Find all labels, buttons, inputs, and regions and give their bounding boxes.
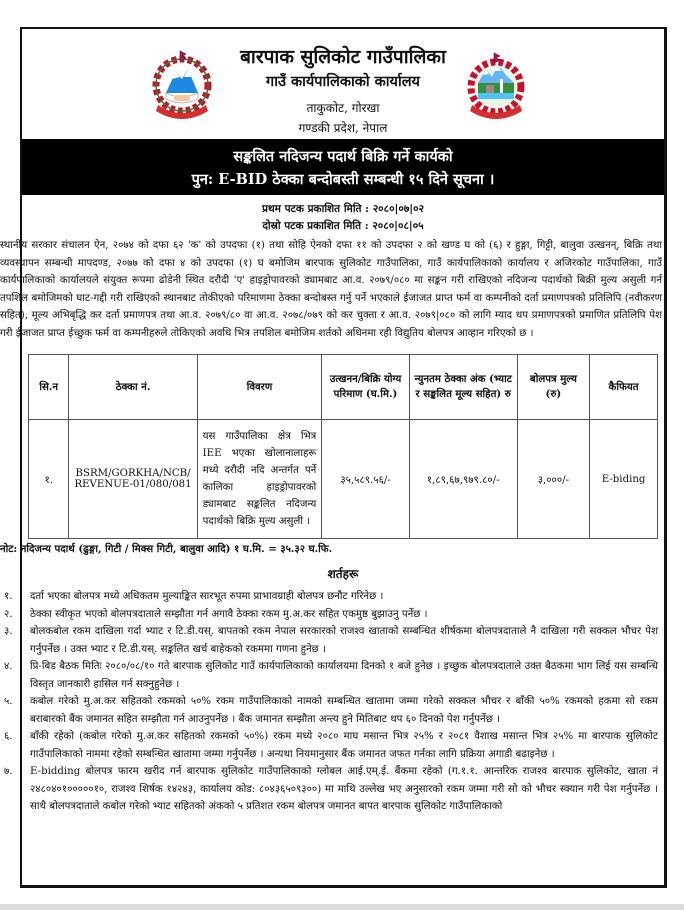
cell-description: यस गाउँपालिका क्षेत्र भित्र IEE भएका खोलानालाहरू मध्ये दरौदी नदि अन्तर्गत पर्ने कालिका हाइड्रोपावरको ड्यामबाट सङ्कलित नदिजन्य पदार्थको बिक्रि मुल्य असुली । bbox=[197, 420, 322, 539]
office-location: ताकुकोट, गोरखा bbox=[306, 101, 380, 115]
office-province: गण्डकी प्रदेश, नेपाल bbox=[298, 121, 388, 135]
list-item bbox=[0, 588, 664, 606]
municipality-name: बारपाक सुलिकोट गाउँपालिका bbox=[240, 46, 446, 68]
col-contract-no: ठेक्का नं. bbox=[69, 355, 197, 420]
cell-min-amount: १,८९,६७,९७९.८०/- bbox=[409, 420, 517, 539]
bid-table bbox=[28, 354, 658, 539]
col-remarks: कैफियत bbox=[590, 355, 658, 420]
term-number: २. bbox=[4, 608, 13, 620]
term-number: ६. bbox=[4, 731, 13, 742]
intro-paragraph: स्थानीय सरकार संचालन ऐन, २०७४ को दफा ६२ 'क' को उपदफा (१) तथा सोहि ऐनको दफा ११ को उपदफा २ को खण्ड घ को (६) र हुङ्गा, गिट्टी, बालुवा उत्खनन्, बिक्रि तथा व्यवस्थापन सम्बन्धी मापदण्ड, २०७७ को दफा ४ को उपदफा (१) घ बमोजिम बारपाक सुलिकोट गाउँपालिका, गाउँ कार्यपालिकाको कार्यालय र अजिरकोट गाउँपालिका, गाउँ कार्यपालिकाको कार्यालयले संयुक्त रूपमा ढोडेनी स्थित दरौदी 'ए' हाइड्रोपावरको ड्यामबाट आ.व. २०७९/०८० मा सङ्कन गरी राखिएको नदिजन्य पदार्थको बिक्री मुल्य असुली गर्न तपशिल बमोजिमको घाट-गद्दी गरी राखिएको स्थानबाट तोकीएको परिमाणमा ठेक्का बन्दोबस्त गर्नु पर्ने भएकाले ईजाजत प्राप्त फर्म वा कम्पनीको दर्ता प्रमाणपत्रको प्रतिलिपि (नवीकरण सहित), मूल्य अभिबृद्धि कर दर्ता प्रमाणपत्र तथा आ.व. २०७९/८० वा आ.व. २०७८/०७९ को कर चुक्ता र आ.व. २०७९|०८० को लागि म्याद थप प्रमाणपत्रको प्रमाणित प्रतिलिपि पेश गरी ईजाजत प्राप्त ईच्छुक फर्म वा कम्पनीहरुले तोकिएको अवधि भित्र तपशिल बमोजिम शर्तको अधिनमा रही विद्युतिय बोलपत्र आव्हान गरिएको छ । bbox=[0, 240, 662, 339]
list-item bbox=[0, 693, 664, 728]
notice-title-banner bbox=[22, 139, 664, 195]
publication-dates bbox=[22, 195, 664, 235]
cell-bid-price: ३,०००/- bbox=[517, 420, 590, 539]
second-publication-date: दोस्रो पटक प्रकाशित मिति : २०८०|०८|०५ bbox=[262, 220, 424, 232]
term-number: १. bbox=[4, 591, 13, 602]
list-item bbox=[0, 763, 664, 816]
cell-serial: १. bbox=[29, 420, 69, 539]
list-item bbox=[0, 606, 664, 624]
office-name: गाउँ कार्यपालिकाको कार्यालय bbox=[266, 73, 420, 90]
term-number: ४. bbox=[4, 661, 13, 672]
term-text: बाँकी रहेको (कबोल गरेको मु.अ.कर सहितको रकमको ५०%) रकम मध्ये २०८० माघ मसान्त भित्र २५% र २०८१ वैशाख मसान्त भित्र २५% मा बारपाक सुलिकोट गाउँपालिकाको नाममा रहेको सम्बन्धित खातामा जम्मा गर्नुपर्नेछ । अन्यथा नियमानुसार बैंक जमानत जफत गर्नका लागि प्रक्रिया अगाडी बढाइनेछ । bbox=[30, 731, 658, 760]
notice-title-line2: पुन: E-BID ठेक्का बन्दोबस्ती सम्बन्धी १५ दिने सूचना । bbox=[191, 170, 495, 188]
cell-quantity: ३५,५८९.५६/- bbox=[322, 420, 409, 539]
term-number: ७. bbox=[4, 766, 13, 777]
term-number: ५. bbox=[4, 696, 13, 707]
cell-contract-no: BSRM/GORKHA/NCB/ REVENUE-01/080/081 bbox=[69, 420, 197, 539]
list-item bbox=[0, 658, 664, 693]
col-bid-price: बोलपत्र मुल्य (रु) bbox=[517, 355, 590, 420]
page-bottom-strip bbox=[0, 904, 684, 910]
notice-header bbox=[22, 29, 664, 139]
col-serial: सि.न bbox=[29, 355, 69, 420]
cell-remarks: E-biding bbox=[590, 420, 658, 539]
list-item bbox=[0, 623, 664, 658]
conversion-note: नोट: नदिजन्य पदार्थ (ढुङ्गा, गिटी / मिक्स गिटी, बालुवा आदि) १ घ.मि. = ३५.३२ घ.फि. bbox=[0, 543, 333, 555]
term-text: ठेक्का स्वीकृत भएको बोलपत्रदाताले सम्झौता गर्न अगावै ठेक्का रकम मु.अ.कर सहित एकमुष्ठ बुझाउनु पर्नेछ । bbox=[30, 608, 428, 620]
term-text: दर्ता भएका बोलपत्र मध्ये अधिकतम मुल्याङ्कित सारभूत रुपमा प्राभावग्राही बोलपत्र छनौट गरिनेछ । bbox=[30, 591, 384, 602]
term-text: E-bidding बोलपत्र फारम खरीद गर्न बारपाक सुलिकोट गाउँपालिकाको ग्लोबल आई.एम्.ई. बैंकमा रहेको (ग.१.१. आन्तरिक राजश्व बारपाक सुलिकोट, खाता नं २४८०४०१०००००१०, राजश्व शिर्षक १४२४३, कार्यालय कोड: ८०४३६५०९३००) मा माथि उल्लेख भए अनुसारको रकम जम्मा गरी सो को भौचर स्क्यान गरी पेश गर्नुपर्नेछ । साथै बोलपत्रदाताले कबोल गरेको भ्याट सहितको अंकको ५ प्रतिशत रकम बोलपत्र जमानत बापत बारपाक सुलिकोट गाउँपालिकाको bbox=[30, 766, 658, 812]
col-min-amount: न्युनतम ठेक्का अंक (भ्याट र सङ्कलित मूल्य सहित) रु bbox=[409, 355, 517, 420]
notice-document bbox=[0, 27, 667, 888]
col-quantity: उत्खनन/बिक्रि योग्य परिमाण (घ.मि.) bbox=[322, 355, 409, 420]
first-publication-date: प्रथम पटक प्रकाशित मिति : २०८०|०७|०२ bbox=[261, 203, 425, 215]
term-number: ३. bbox=[4, 626, 13, 637]
col-description: विवरण bbox=[197, 355, 322, 420]
terms-heading: शर्तहरू bbox=[327, 567, 359, 581]
term-text: प्रि-बिड बैठक मितिः २०८०/०८/१० गते बारपाक सुलिकोट गाउँ कार्यपालिकाको कार्यालयमा दिनको १ बजे हुनेछ । इच्छुक बोलपत्रदाताले उक्त बैठकमा भाग लिई यस सम्बन्धि विस्तृत जानकारी हासिल गर्न सक्नुहुनेछ । bbox=[30, 661, 658, 690]
terms-list bbox=[4, 588, 664, 816]
bid-table-header-row bbox=[29, 355, 658, 420]
notice-title-line1: सङ्कलित नदिजन्य पदार्थ बिक्रि गर्ने कार्यको bbox=[233, 147, 453, 165]
term-text: कबोल गरेको मु.अ.कर सहितको रकमको ५०% रकम गाउँपालिकाको नामको सम्बन्धित खातामा जम्मा गरेको सक्कल भौचर र बाँकी ५०% रकमको हकमा सो रकम बराबारको बैंक जमानत सहित सम्झौता गर्न आउनुपर्नेछ । बैंक जमानत सम्झौता अन्त्य हुने मितिबाट थप ६० दिनको पेश गर्नुपर्नेछ । bbox=[30, 696, 658, 725]
list-item bbox=[0, 728, 664, 763]
term-text: बोलकबोल रकम दाखिला गर्दा भ्याट र टि.डी.यस्. बापतको रकम नेपाल सरकारको राजश्व खाताको सम्बन्धित शीर्षकमा बोलपत्रदाताले नै दाखिला गरी सक्कल भौचर पेश गर्नुपर्नेछ । उक्त भ्याट र टि.डी.यस्. सङ्कलित खर्च बाहेकको रकममा गणना हुनेछ । bbox=[30, 626, 658, 655]
table-row bbox=[29, 420, 658, 539]
